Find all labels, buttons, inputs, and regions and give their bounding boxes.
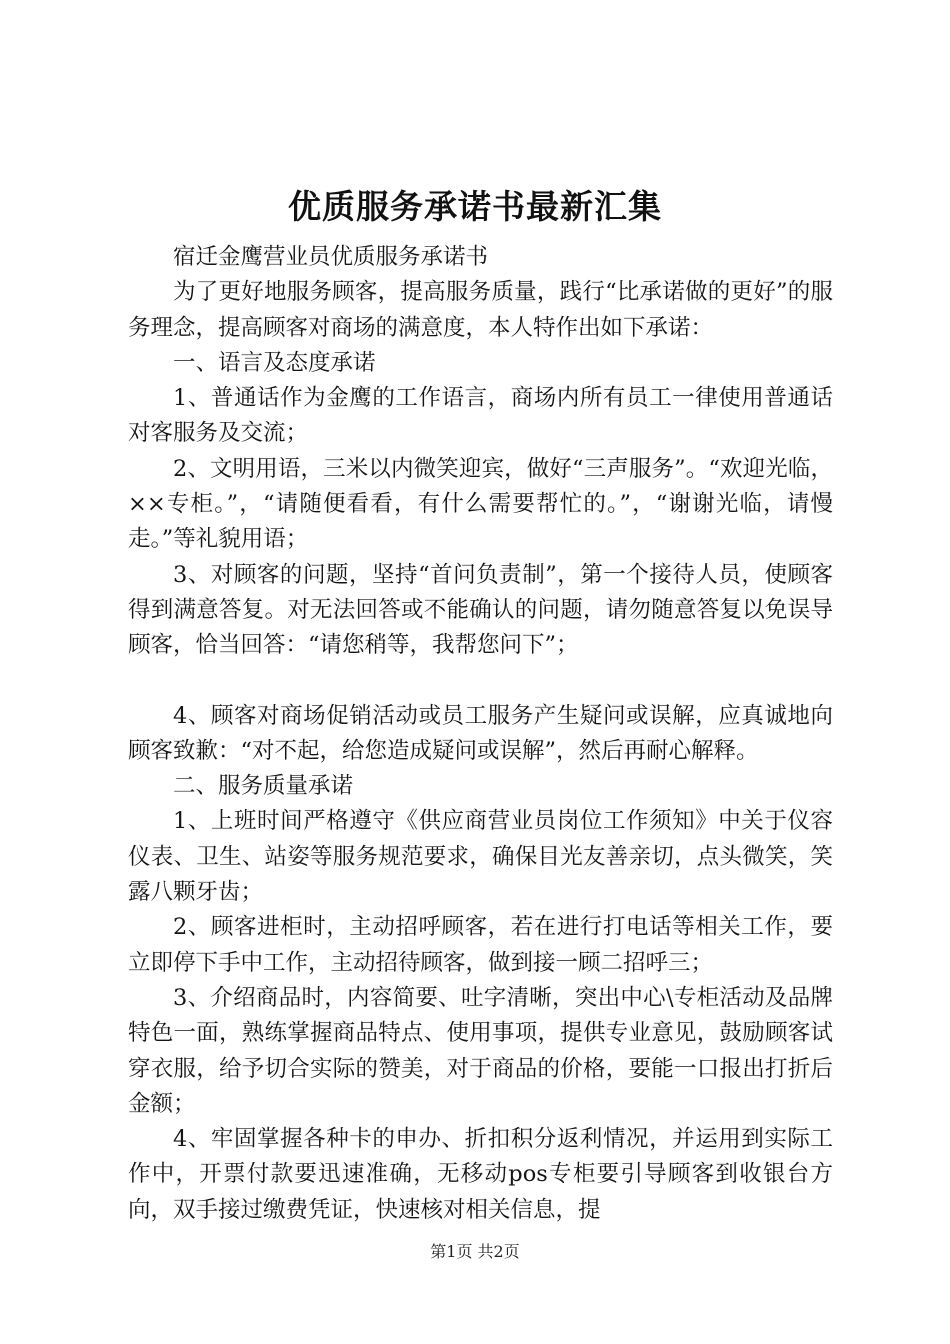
paragraph-item: 4、牢固掌握各种卡的申办、折扣积分返利情况，并运用到实际工作中，开票付款要迅速准确，无移动pos专柜要引导顾客到收银台方向，双手接过缴费凭证，快速核对相关信息，提 xyxy=(128,1126,833,1223)
paragraph-item: 2、文明用语，三米以内微笑迎宾，做好“三声服务”。“欢迎光临，××专柜。”，“请随便看看，有什么需要帮忙的。”，“谢谢光临，请慢走。”等礼貌用语； xyxy=(128,455,833,553)
paragraph-item: 4、顾客对商场促销活动或员工服务产生疑问或误解，应真诚地向顾客致歉：“对不起，给您造成疑问或误解”，然后再耐心解释。 xyxy=(128,702,833,764)
document-body xyxy=(128,240,833,1228)
paragraph-item: 3、介绍商品时，内容简要、吐字清晰，突出中心\专柜活动及品牌特色一面，熟练掌握商品特点、使用事项，提供专业意见，鼓励顾客试穿衣服，给予切合实际的赞美，对于商品的价格，要能一口报出打折后金额； xyxy=(128,984,833,1117)
section-heading-language: 一、语言及态度承诺 xyxy=(173,349,376,376)
paragraph-item: 1、普通话作为金鹰的工作语言，商场内所有员工一律使用普通话对客服务及交流； xyxy=(128,385,833,447)
paragraph-item: 1、上班时间严格遵守《供应商营业员岗位工作须知》中关于仪容仪表、卫生、站姿等服务规范要求，确保目光友善亲切，点头微笑，笑露八颗牙齿； xyxy=(128,808,833,906)
paragraph-subtitle: 宿迁金鹰营业员优质服务承诺书 xyxy=(173,244,489,270)
document-title: 优质服务承诺书最新汇集 xyxy=(288,187,662,226)
paragraph-item: 3、对顾客的问题，坚持“首问负责制”，第一个接待人员，使顾客得到满意答复。对无法回答或不能确认的问题，请勿随意答复以免误导顾客，恰当回答：“请您稍等，我帮您问下”； xyxy=(128,561,833,659)
paragraph-item: 2、顾客进柜时，主动招呼顾客，若在进行打电话等相关工作，要立即停下手中工作，主动招待顾客，做到接一顾二招呼三； xyxy=(128,914,833,976)
paragraph-intro: 为了更好地服务顾客，提高服务质量，践行“比承诺做的更好”的服务理念，提高顾客对商场的满意度，本人特作出如下承诺： xyxy=(128,279,833,341)
page-number-footer: 第1页 共2页 xyxy=(430,1242,520,1261)
section-heading-service-quality: 二、服务质量承诺 xyxy=(173,773,354,800)
